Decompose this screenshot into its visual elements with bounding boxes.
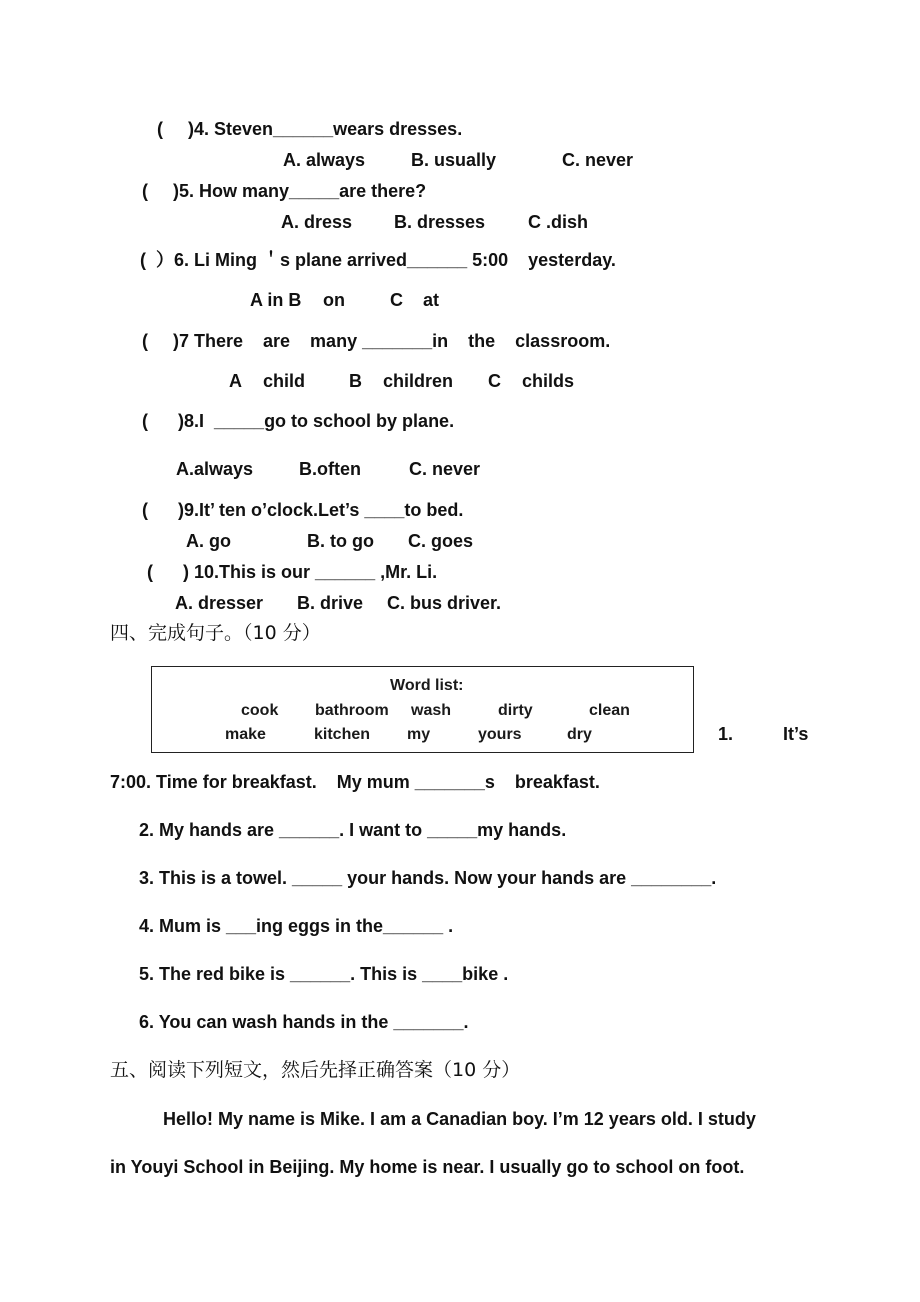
sentence-1-number: 1.: [718, 724, 734, 744]
question-10: ( ) 10.This is our ______ ,Mr. Li.: [147, 562, 438, 582]
sentence-2: 2. My hands are ______. I want to _____my hands.: [139, 820, 567, 840]
q8-option-b: B.often: [299, 459, 361, 479]
sentence-3: 3. This is a towel. _____ your hands. Now your hands are ________.: [139, 868, 717, 888]
q4-option-c: C. never: [562, 150, 634, 170]
q8-option-a: A.always: [176, 459, 254, 479]
question-9: ( )9.It’ ten o’clock.Let’s ____to bed.: [142, 500, 464, 520]
sentence-1-start: It’s: [783, 724, 809, 744]
word-bathroom: bathroom: [315, 702, 389, 719]
word-list-box: [151, 666, 694, 753]
q9-option-a: A. go: [186, 531, 231, 551]
question-6: ( ）6. Li Ming ＇s plane arrived______ 5:00 yesterday.: [140, 250, 616, 270]
q6-option-b: on: [323, 290, 345, 310]
question-4: ( )4. Steven______wears dresses.: [157, 119, 463, 139]
sentence-4: 4. Mum is ___ing eggs in the______ .: [139, 916, 454, 936]
q10-option-b: B. drive: [297, 593, 364, 613]
word-dirty: dirty: [498, 702, 533, 719]
question-5: ( )5. How many_____are there?: [142, 181, 427, 201]
sentence-6: 6. You can wash hands in the _______.: [139, 1012, 469, 1032]
q6-option-c: at: [423, 290, 440, 310]
sentence-1: 7:00. Time for breakfast. My mum _______s breakfast.: [110, 772, 600, 792]
section-4-heading: 四、完成句子。（10 分）: [110, 622, 321, 644]
question-7: ( )7 There are many _______in the classroom.: [142, 331, 611, 351]
q7-letter-a: A: [229, 371, 242, 391]
word-kitchen: kitchen: [314, 726, 371, 743]
q7-letter-c: C: [488, 371, 501, 391]
q8-option-c: C. never: [409, 459, 481, 479]
q7-letter-b: B: [349, 371, 362, 391]
q10-option-a: A. dresser: [175, 593, 264, 613]
word-wash: wash: [411, 702, 452, 719]
word-my: my: [407, 726, 431, 743]
q10-option-c: C. bus driver.: [387, 593, 502, 613]
word-cook: cook: [241, 702, 279, 719]
q6-option-a: A in B: [250, 290, 302, 310]
word-yours: yours: [478, 726, 522, 743]
passage-line-2: in Youyi School in Beijing. My home is near. I usually go to school on foot.: [110, 1157, 745, 1177]
question-8: ( )8.I _____go to school by plane.: [142, 411, 455, 431]
sentence-5: 5. The red bike is ______. This is ____bike .: [139, 964, 509, 984]
word-make: make: [225, 726, 266, 743]
q5-option-a: A. dress: [281, 212, 353, 232]
word-list-title: Word list:: [390, 677, 464, 694]
q7-option-b: children: [383, 371, 454, 391]
word-dry: dry: [567, 726, 592, 743]
section-5-heading: 五、阅读下列短文，然后先择正确答案（10 分）: [110, 1059, 521, 1081]
q6-option-c-letter: C: [390, 290, 403, 310]
q9-option-c: C. goes: [408, 531, 474, 551]
q7-option-a: child: [263, 371, 306, 391]
passage-line-1: Hello! My name is Mike. I am a Canadian boy. I’m 12 years old. I study: [163, 1109, 756, 1129]
q5-option-c: C .dish: [528, 212, 589, 232]
word-clean: clean: [589, 702, 630, 719]
q4-option-b: B. usually: [411, 150, 497, 170]
q7-option-c: childs: [522, 371, 575, 391]
q5-option-b: B. dresses: [394, 212, 486, 232]
q9-option-b: B. to go: [307, 531, 374, 551]
q4-option-a: A. always: [283, 150, 366, 170]
